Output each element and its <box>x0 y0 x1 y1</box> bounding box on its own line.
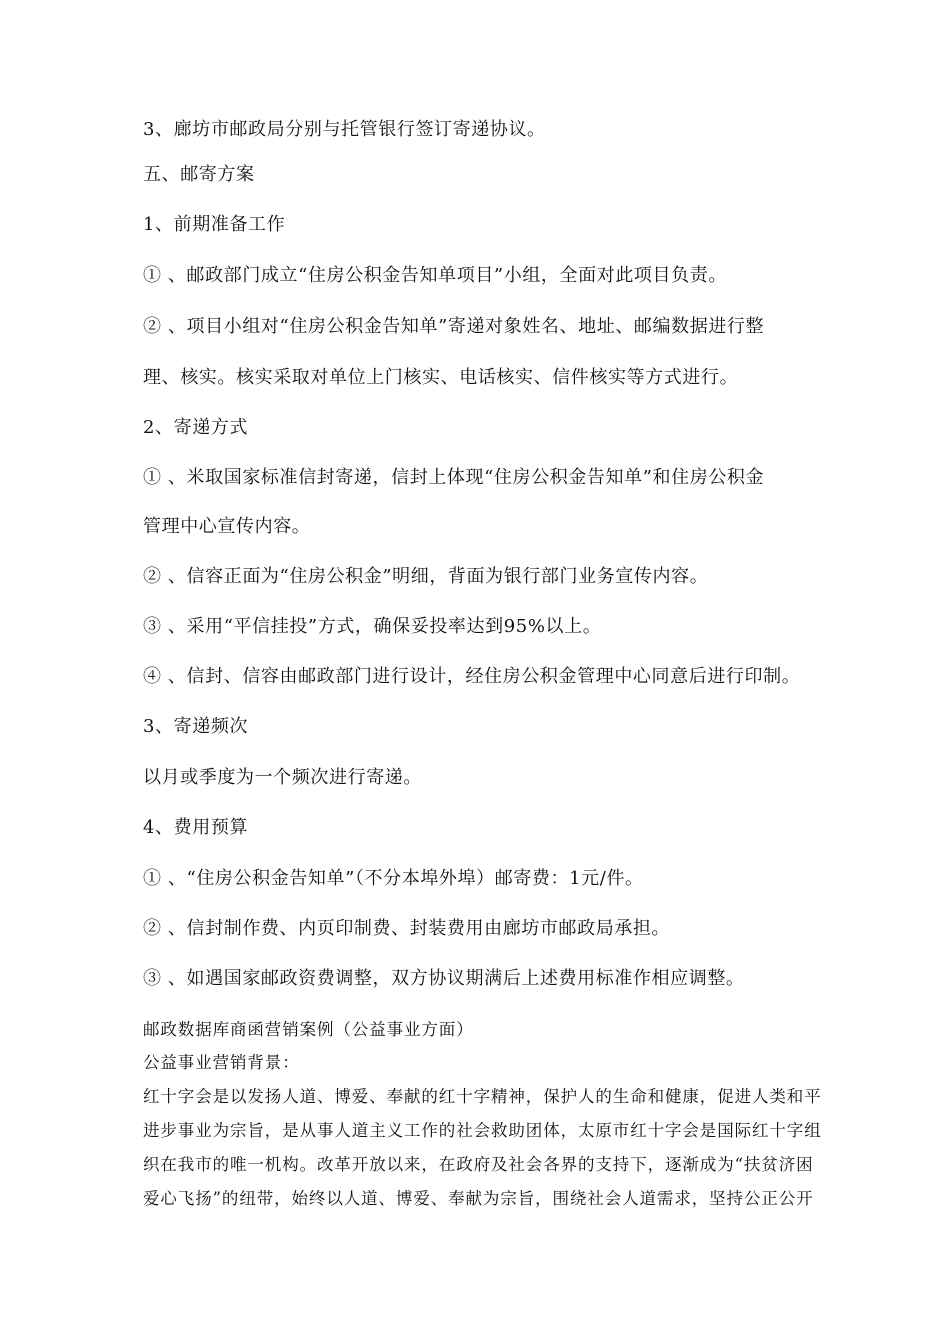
section-heading: 五、邮寄方案 <box>143 164 255 185</box>
subsection-heading: 4、费用预算 <box>143 817 249 838</box>
case-paragraph-line: 进步事业为宗旨，是从事人道主义工作的社会救助团体，太原市红十字会是国际红十字组 <box>143 1121 822 1140</box>
case-title: 邮政数据库商函营销案例（公益事业方面） <box>143 1020 474 1039</box>
case-paragraph-line: 爱心飞扬”的纽带，始终以人道、博爱、奉献为宗旨，围绕社会人道需求，坚持公正公开 <box>143 1189 814 1208</box>
text-line: ④ 、信封、信容由邮政部门进行设计，经住房公积金管理中心同意后进行印制。 <box>143 666 801 687</box>
text-line: ③ 、如遇国家邮政资费调整，双方协议期满后上述费用标准作相应调整。 <box>143 968 745 989</box>
case-subtitle: 公益事业营销背景： <box>143 1053 300 1072</box>
text-line: ② 、信容正面为“住房公积金”明细，背面为银行部门业务宣传内容。 <box>143 566 709 587</box>
text-line: ① 、米取国家标准信封寄递，信封上体现“住房公积金告知单”和住房公积金 <box>143 467 765 488</box>
case-paragraph-line: 织在我市的唯一机构。改革开放以来，在政府及社会各界的支持下，逐渐成为“扶贫济困 <box>143 1155 814 1174</box>
text-line: 理、核实。核实采取对单位上门核实、电话核实、信件核实等方式进行。 <box>143 367 739 388</box>
text-line: ② 、信封制作费、内页印制费、封装费用由廊坊市邮政局承担。 <box>143 918 671 939</box>
text-line: ① 、邮政部门成立“住房公积金告知单项目”小组，全面对此项目负责。 <box>143 265 727 286</box>
text-line: 管理中心宣传内容。 <box>143 516 311 537</box>
subsection-heading: 3、寄递频次 <box>143 716 249 737</box>
subsection-heading: 2、寄递方式 <box>143 417 249 438</box>
case-paragraph-line: 红十字会是以发扬人道、博爱、奉献的红十字精神，保护人的生命和健康，促进人类和平 <box>143 1087 822 1106</box>
text-line: 3、廊坊市邮政局分别与托管银行签订寄递协议。 <box>143 119 546 140</box>
text-line: 以月或季度为一个频次进行寄递。 <box>143 767 422 788</box>
text-line: ③ 、采用“平信挂投”方式，确保妥投率达到95%以上。 <box>143 616 602 637</box>
text-line: ② 、项目小组对“住房公积金告知单”寄递对象姓名、地址、邮编数据进行整 <box>143 316 765 337</box>
text-line: ① 、“住房公积金告知单”（不分本埠外埠）邮寄费：1元/件。 <box>143 868 644 889</box>
subsection-heading: 1、前期准备工作 <box>143 214 286 235</box>
